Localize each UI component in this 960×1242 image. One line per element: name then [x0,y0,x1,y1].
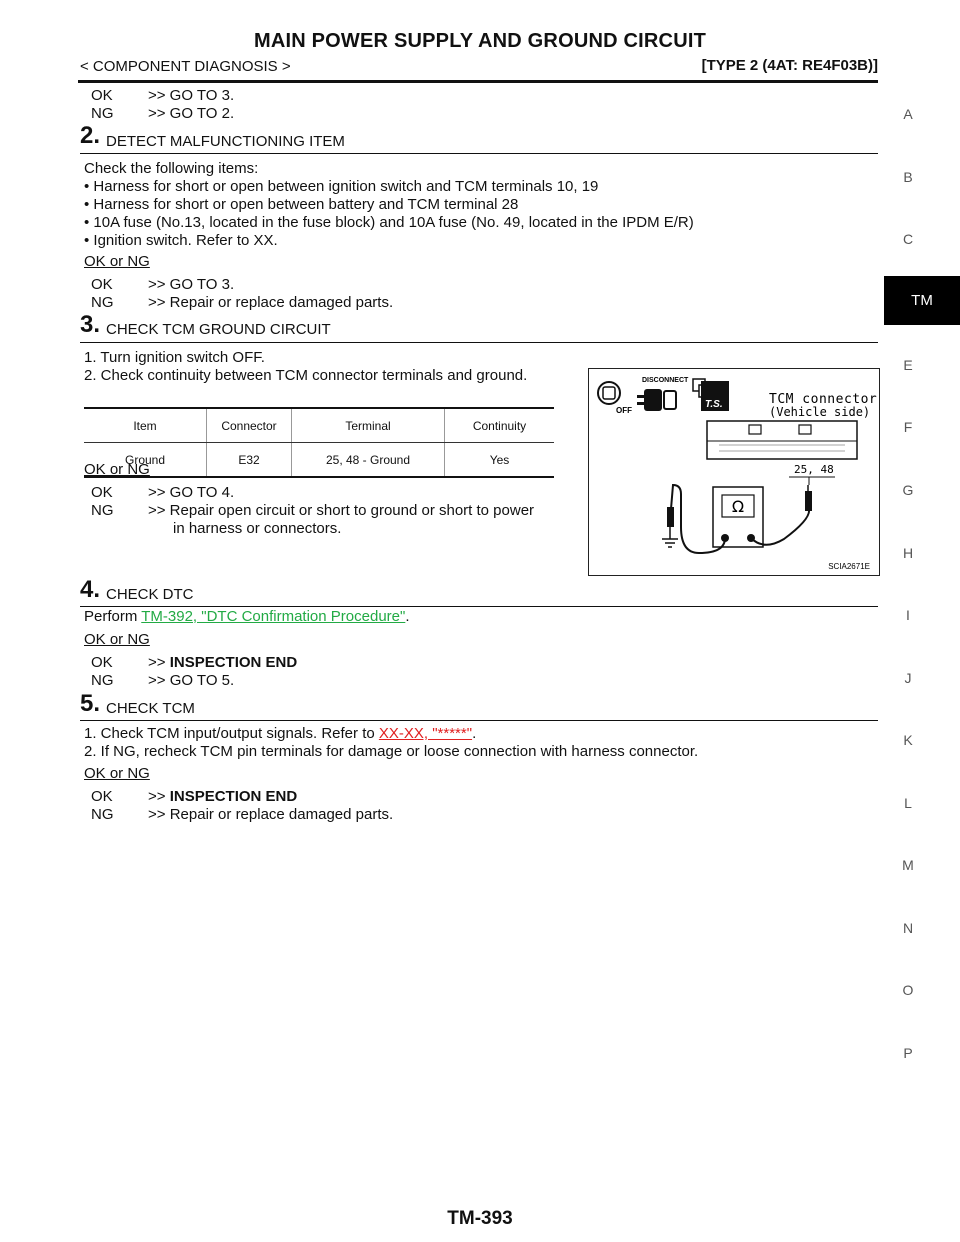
result-value: >> Repair or replace damaged parts. [148,294,394,311]
result-key: OK [91,276,113,293]
sidebar-letter-k[interactable]: K [903,732,913,748]
table-header-row [84,408,554,443]
sidebar-letter-n[interactable]: N [902,920,914,936]
step-rule [80,342,878,343]
ok-or-ng-label: OK or NG [84,253,150,270]
result-value: >> GO TO 2. [148,105,235,122]
step-rule [80,606,878,607]
step-number: 4. [80,576,101,603]
step-item-suffix: . [472,725,477,742]
result-value: >> Repair open circuit or short to ground or short to power [148,502,535,519]
result-value: >> GO TO 3. [148,87,235,104]
svg-text:SCIA2671E: SCIA2671E [828,562,870,571]
table-cell: E32 [207,443,292,478]
sidebar-letter-b[interactable]: B [903,169,913,185]
sidebar-letter-f[interactable]: F [903,419,913,435]
table-row [84,443,554,478]
step-item [84,725,476,742]
result-key: OK [91,654,113,671]
result-value [148,788,297,805]
type-label: [TYPE 2 (4AT: RE4F03B)] [701,57,878,74]
bullet-item: • Harness for short or open between ignition switch and TCM terminals 10, 19 [84,178,599,195]
ok-or-ng-label: OK or NG [84,765,150,782]
page-title: MAIN POWER SUPPLY AND GROUND CIRCUIT [253,30,707,52]
step-rule [80,153,878,154]
bullet-item: • Ignition switch. Refer to XX. [84,232,278,249]
bullet-item: • Harness for short or open between battery and TCM terminal 28 [84,196,519,213]
step-title: CHECK TCM GROUND CIRCUIT [106,321,331,338]
perform-line [84,608,410,625]
svg-text:25, 48: 25, 48 [794,463,834,476]
ok-or-ng-label: OK or NG [84,631,150,648]
result-key: NG [91,105,114,122]
step-number: 2. [80,122,101,149]
ohmmeter-icon [713,487,763,547]
sidebar-tab-tm[interactable]: TM [884,276,960,325]
step-title: CHECK DTC [106,586,194,603]
table-cell: 25, 48 - Ground [292,443,445,478]
perform-suffix: . [405,608,410,625]
result-arrow: >> [148,654,166,671]
table-header: Connector [207,408,292,443]
ignition-off-icon [598,382,632,415]
step-item: 1. Turn ignition switch OFF. [84,349,265,366]
dtc-procedure-link[interactable]: TM-392, "DTC Confirmation Procedure" [141,608,406,625]
svg-text:OFF: OFF [616,406,632,415]
connector-diagram [588,368,880,576]
table-header: Item [84,408,207,443]
ok-or-ng-label: OK or NG [84,461,150,478]
svg-text:Ω: Ω [731,497,745,516]
result-value [148,654,297,671]
page-number: TM-393 [447,1208,513,1229]
sidebar-letter-h[interactable]: H [902,545,914,561]
step-intro: Check the following items: [84,160,259,177]
io-signals-link[interactable]: XX-XX, "*****" [378,725,473,742]
table-header: Continuity [445,408,555,443]
result-value: >> GO TO 3. [148,276,235,293]
result-text: INSPECTION END [169,654,298,671]
result-key: NG [91,294,114,311]
result-key: OK [91,87,113,104]
step-number: 3. [80,311,101,338]
result-key: NG [91,672,114,689]
perform-text: Perform [84,608,142,625]
svg-text:T.S.: T.S. [705,399,723,410]
result-value [148,806,393,823]
breadcrumb: < COMPONENT DIAGNOSIS > [80,58,291,75]
table-cell: Yes [445,443,555,478]
result-key: OK [91,484,113,501]
result-key: OK [91,788,113,805]
step-title: CHECK TCM [106,700,195,717]
bullet-item: • 10A fuse (No.13, located in the fuse block) and 10A fuse (No. 49, located in the IPDM E/R) [84,214,694,231]
sidebar-letter-g[interactable]: G [902,482,914,498]
sidebar-letter-m[interactable]: M [902,857,914,873]
result-key: NG [91,806,114,823]
result-value [148,672,234,689]
step-rule [80,720,878,721]
result-value: >> GO TO 4. [148,484,235,501]
result-text: INSPECTION END [169,788,298,805]
table-cell: Ground [84,443,207,478]
result-value-continued: in harness or connectors. [173,520,342,537]
step-number: 5. [80,690,101,717]
svg-text:(Vehicle side): (Vehicle side) [769,405,871,419]
result-key: NG [91,502,114,519]
svg-text:DISCONNECT: DISCONNECT [642,377,689,384]
header-rule [78,80,878,83]
step-item: 2. If NG, recheck TCM pin terminals for damage or loose connection with harness connector. [84,743,699,760]
step-item: 2. Check continuity between TCM connector terminals and ground. [84,367,528,384]
tcm-connector-shape [707,421,857,459]
sidebar-letter-e[interactable]: E [903,357,913,373]
table-header: Terminal [292,408,445,443]
sidebar-letter-o[interactable]: O [902,982,914,998]
result-arrow: >> [148,672,166,689]
svg-text:TCM connector: TCM connector [769,392,878,407]
sidebar-letter-c[interactable]: C [902,231,914,247]
sidebar-letter-j[interactable]: J [904,670,912,686]
result-text: GO TO 5. [169,672,235,689]
step-title: DETECT MALFUNCTIONING ITEM [106,133,345,150]
sidebar-letter-a[interactable]: A [903,106,913,122]
step-item-text: 1. Check TCM input/output signals. Refer to [84,725,379,742]
result-arrow: >> [148,788,166,805]
result-arrow: >> [148,806,166,823]
sidebar-letter-l[interactable]: L [904,795,912,811]
tester-icon [693,379,729,411]
result-text: Repair or replace damaged parts. [169,806,394,823]
sidebar-letter-i[interactable]: I [906,607,910,623]
continuity-table [84,407,554,478]
disconnect-icon [637,377,689,411]
sidebar-letter-p[interactable]: P [903,1045,913,1061]
